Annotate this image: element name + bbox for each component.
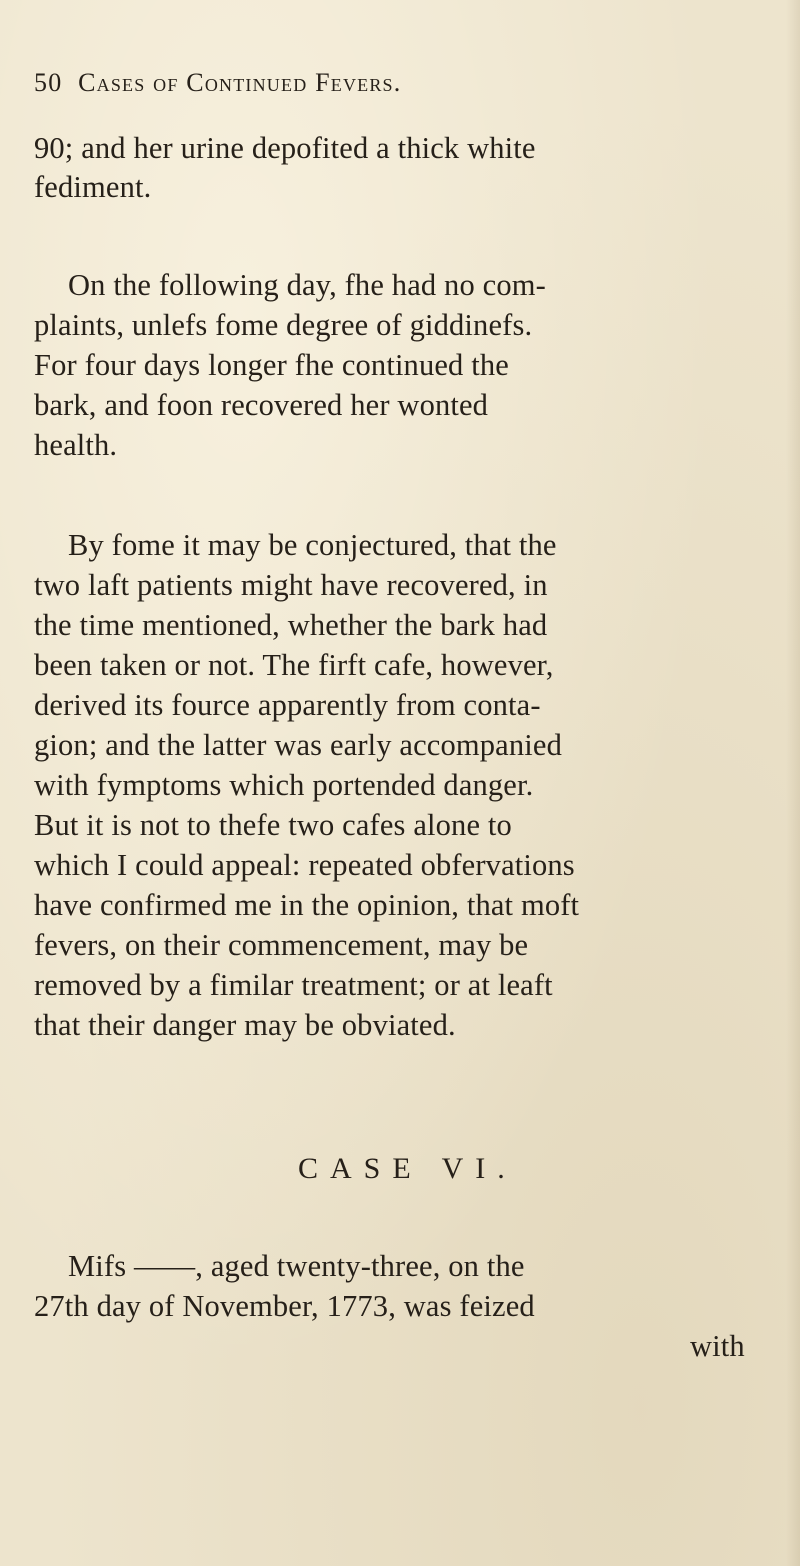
text-line: Mifs ——, aged twenty-three, on the: [68, 1249, 525, 1283]
page-number: 50: [34, 68, 63, 97]
text-line: with fymptoms which portended danger.: [34, 768, 534, 802]
text-line: But it is not to thefe two cafes alone to: [34, 808, 512, 842]
text-line: two laft patients might have recovered, in: [34, 568, 548, 602]
text-line: By fome it may be conjectured, that the: [68, 528, 557, 562]
page-edge-shadow: [786, 0, 800, 1566]
text-line: 90; and her urine depofited a thick white: [34, 131, 536, 165]
text-line: that their danger may be obviated.: [34, 1008, 456, 1042]
text-line: removed by a fimilar treatment; or at leaft: [34, 968, 553, 1002]
text-line: 27th day of November, 1773, was feized: [34, 1289, 535, 1323]
running-header: [34, 68, 401, 98]
text-line: been taken or not. The firft cafe, however,: [34, 648, 554, 682]
running-title: Cases of Continued Fevers.: [78, 68, 402, 97]
text-line: the time mentioned, whether the bark had: [34, 608, 548, 642]
text-line: which I could appeal: repeated obfervations: [34, 848, 575, 882]
text-line: fevers, on their commencement, may be: [34, 928, 529, 962]
text-line: health.: [34, 428, 118, 462]
text-line: have confirmed me in the opinion, that moft: [34, 888, 580, 922]
text-line: On the following day, fhe had no com-: [68, 268, 546, 302]
text-line: gion; and the latter was early accompanied: [34, 728, 562, 762]
catchword: with: [690, 1329, 745, 1363]
text-line: derived its fource apparently from conta-: [34, 688, 541, 722]
text-line: For four days longer fhe continued the: [34, 348, 509, 382]
text-line: plaints, unlefs fome degree of giddinefs.: [34, 308, 533, 342]
text-line: bark, and foon recovered her wonted: [34, 388, 489, 422]
case-heading: CASE VI.: [298, 1152, 517, 1185]
text-line: fediment.: [34, 170, 152, 204]
